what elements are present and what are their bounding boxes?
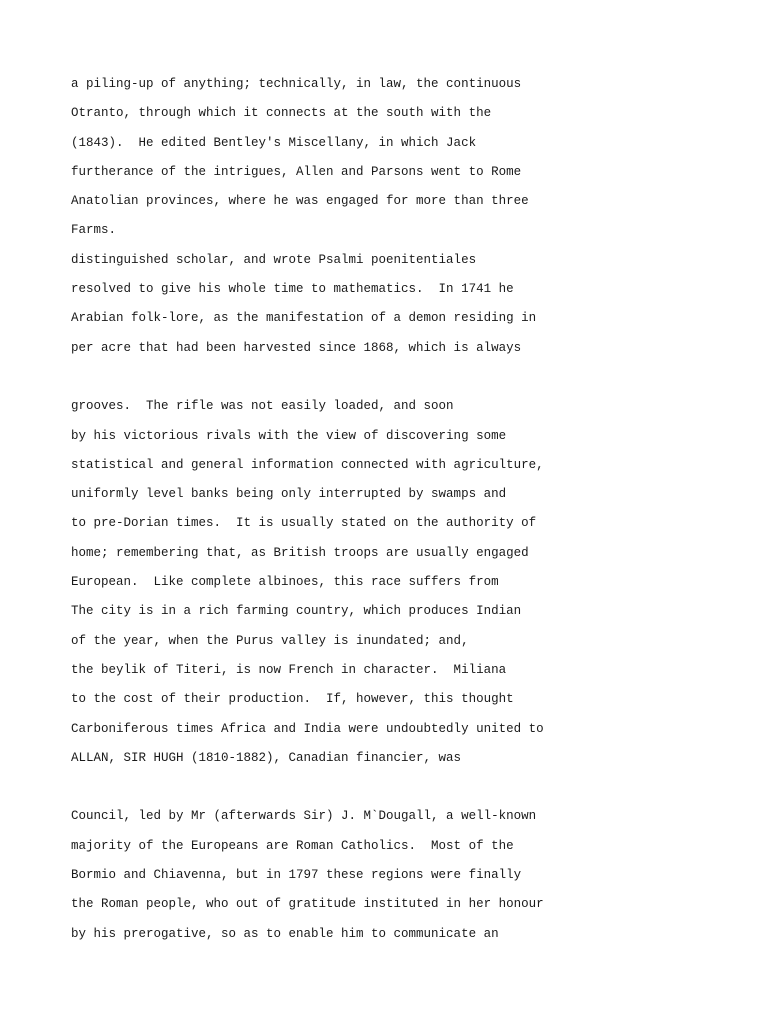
text-line: to the cost of their production. If, however, this thought xyxy=(71,692,514,707)
text-line: Anatolian provinces, where he was engaged for more than three xyxy=(71,194,529,209)
text-line: by his victorious rivals with the view of discovering some xyxy=(71,428,507,443)
text-line: resolved to give his whole time to mathematics. In 1741 he xyxy=(71,282,514,297)
text-line: furtherance of the intrigues, Allen and Parsons went to Rome xyxy=(71,164,522,179)
text-line: by his prerogative, so as to enable him to communicate an xyxy=(71,926,499,941)
document-body xyxy=(71,70,748,949)
text-line: the beylik of Titeri, is now French in character. Miliana xyxy=(71,662,507,677)
text-line: Council, led by Mr (afterwards Sir) J. M`Dougall, a well-known xyxy=(71,809,537,824)
text-line: the Roman people, who out of gratitude instituted in her honour xyxy=(71,897,544,912)
blank-line xyxy=(71,363,748,392)
text-line: distinguished scholar, and wrote Psalmi poenitentiales xyxy=(71,252,477,267)
text-line: ALLAN, SIR HUGH (1810-1882), Canadian financier, was xyxy=(71,750,462,765)
text-line: Arabian folk-lore, as the manifestation of a demon residing in xyxy=(71,311,537,326)
text-line: uniformly level banks being only interrupted by swamps and xyxy=(71,487,507,502)
text-line: of the year, when the Purus valley is inundated; and, xyxy=(71,633,469,648)
text-line: majority of the Europeans are Roman Catholics. Most of the xyxy=(71,838,514,853)
text-line: a piling-up of anything; technically, in law, the continuous xyxy=(71,77,522,91)
text-line: home; remembering that, as British troops are usually engaged xyxy=(71,545,529,560)
blank-line xyxy=(71,773,748,802)
text-line: (1843). He edited Bentley's Miscellany, in which Jack xyxy=(71,135,477,150)
text-line: Carboniferous times Africa and India were undoubtedly united to xyxy=(71,721,544,736)
text-line: The city is in a rich farming country, which produces Indian xyxy=(71,604,522,619)
text-line: to pre-Dorian times. It is usually stated on the authority of xyxy=(71,516,537,531)
text-line: Bormio and Chiavenna, but in 1797 these regions were finally xyxy=(71,868,522,883)
text-line: Farms. xyxy=(71,223,117,238)
text-line: grooves. The rifle was not easily loaded, and soon xyxy=(71,399,454,414)
text-line: Otranto, through which it connects at the south with the xyxy=(71,106,492,121)
text-line: statistical and general information connected with agriculture, xyxy=(71,457,544,472)
text-line: European. Like complete albinoes, this race suffers from xyxy=(71,575,499,590)
text-line: per acre that had been harvested since 1868, which is always xyxy=(71,340,522,355)
